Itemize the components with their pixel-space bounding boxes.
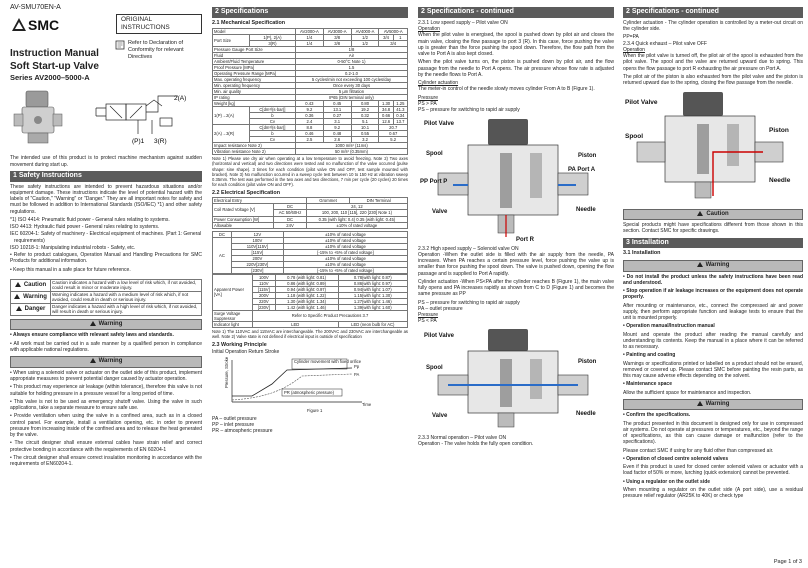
normal-operation-text: Operation - The valve holds the fully open condition. [418, 441, 534, 447]
install-warning: • Painting and coating [623, 352, 676, 359]
pressure-relation: PS > PA [418, 100, 437, 107]
svg-text:Spool: Spool [426, 151, 443, 158]
port-1p-label: (P)1 [132, 138, 145, 145]
cylinder-actuation-text-2: Cylinder actuation - The cylinder operation is controlled by a meter-out circuit on the cylinder side. [623, 19, 803, 32]
install-warning: After mounting or maintenance, etc., connect the compressed air and power supply, then perform appropriate function and leakage tests to ensure that the unit is mounted properly. [623, 302, 803, 322]
apparent-power-table: Apparent Power [VA] 100V 0.78 (with light: 0.81) 0.78(with light: 0.87) 110V 0.86 (with light: 0.89) 0.86(with light: 0.97) [115V] 0.94 (with light: 0.97) 0.94(with light: 1.07) 200V 1.18 (with light: 1.22) 1.15(with light: 1.30) 220V 1.30 (with light: 1.34) 1.27(with light: 1.46) [230V] 1.42 (with light: 1.46) 1.39(with light: 1.60) Surge Voltage Suppressor Refer to Specific Product Precautions 3.7 Indicator light LED LED (neon bulb for AC) [212, 274, 408, 328]
original-instructions-box: ORIGINAL INSTRUCTIONS [116, 14, 202, 34]
install-warning: • Do not install the product unless the safety instructions have been read and understood. [623, 273, 803, 286]
section-specifications: 2 Specifications [212, 7, 408, 18]
legend-pp: PP – inlet pressure [212, 422, 255, 429]
warning-triangle-icon [14, 294, 20, 299]
install-warning: • Maintenance space [623, 381, 672, 388]
standard-iso4413: ISO 4413: Hydraulic fluid power - General rules relating to systems. [10, 224, 160, 231]
declaration-reference: Refer to Declaration of Conformity for relevant Directives [128, 40, 200, 61]
safety-intro: These safety instructions are intended to prevent hazardous situations and/or equipment damage. These instructions indicate the level of potential hazard with the labels of "Caution," "Warning" or "Danger." They are all important notes for safety and must be followed in addition to International Standards (ISO/IEC) *1) and other safety regulations. [10, 183, 202, 215]
port-2a-label: 2(A) [174, 95, 187, 102]
normal-operation-heading: 2.3.3 Normal operation – Pilot valve ON [418, 434, 507, 441]
svg-text:PP Port P: PP Port P [420, 179, 448, 186]
high-speed-operation: Operation -When the outlet side is filled with the air supply from the needle, PA increases. When PA reaches a certain pressure level, force pushing the valve up is smaller than force pushing the spool down. The valve is pushed down, opening the flow passage and is supplied to Port A rapidly. [418, 251, 614, 277]
valve-cross-section-1 [418, 113, 614, 243]
intended-use: The intended use of this product is to protect machine mechanism against sudden movement during start up. [10, 155, 202, 168]
special-products-note: Special products might have specifications different from those shown in this section. Contact SMC for specific drawings. [623, 222, 803, 235]
caution-bar: Caution [623, 209, 803, 221]
low-speed-operation-1: When the pilot valve is energised, the spool is pushed down by pilot air and closes the main valve, closing the flow passage to port 3 (R). In this case, force pushing the valve up is greater than the force pushing the spool down. Therefore, the flow path from the valve to Port A is also kept closed. [418, 32, 614, 57]
svg-text:Pressure, Stroke: Pressure, Stroke [224, 356, 229, 388]
high-speed-cylinder-actuation: Cylinder actuation -When PS<PA after the cylinder reaches B (Figure 1), the main valve fully opens and PA increases rapidly as shown from C to D (Figure 1) and becomes the same pressure as PP [418, 278, 614, 298]
comply-laws: • Always ensure compliance with relevant safety laws and standards. [10, 332, 174, 339]
svg-text:Pilot Valve: Pilot Valve [625, 99, 658, 107]
installation-subheading: 3.1 Installation [623, 250, 661, 257]
spec-warning: • Operation of closed centre solenoid valves [623, 455, 729, 462]
warning-bar-3: Warning [623, 260, 803, 272]
series-label: Series AV2000–5000-A [10, 72, 90, 82]
mechanical-spec-heading: 2.1 Mechanical Specification [212, 19, 286, 26]
warning-item: • This product may experience air leakage (within tolerance), therefore this valve is not suitable for holding pressure in a pressure vessel for a long period of time. [10, 384, 202, 397]
pneumatic-symbol [88, 90, 198, 148]
install-warning: • Stop operation if air leakage increases or the equipment does not operate properly. [623, 288, 803, 301]
signal-word-table: Caution Caution indicates a hazard with a low level of risk which, if not avoided, could result in minor or moderate injury. Warning Warning indicates a hazard with a medium level of risk which, if not avoided, could result in death or serious injury. Danger Danger indicates a hazard with a high level of risk which, if not avoided, will result in death or serious injury. [10, 279, 202, 316]
svg-text:Needle: Needle [769, 177, 791, 185]
svg-text:Time: Time [362, 401, 372, 407]
svg-text:Pp: Pp [354, 363, 360, 369]
operation-label-2: Operation [623, 46, 645, 53]
column-2 [212, 4, 408, 564]
spec-warning: When mounting a regulator on the outlet side (A port side), use a residual pressure relief regulator (AR25K to 40K) or check type [623, 486, 803, 500]
standard-iec60204: IEC 60204-1: Safety of machinery - Electrical equipment of machines. (Part 1: General requirements) [10, 231, 202, 244]
working-principle-figure [212, 356, 408, 414]
warning-bar-2: Warning [10, 356, 202, 368]
spec-warning: • Confirm the specifications. [623, 412, 691, 419]
svg-text:Port R: Port R [516, 237, 534, 244]
warning-icon [90, 321, 96, 326]
svg-text:Piston: Piston [578, 358, 597, 365]
electrical-notes: Note 1) The 110VAC and 115VAC are interchangeable. The 200VAC and 230VAC are interchangeable as well. Note 2) Valve state is not defined if electrical input is outside of specification [212, 329, 408, 340]
warning-icon [90, 358, 96, 363]
column-3 [418, 4, 614, 564]
operation-label: Operation [418, 26, 440, 32]
pressure-equality: PP=PA [623, 34, 639, 41]
pressure-relation-2: PS < PA [418, 318, 437, 325]
svg-text:PA: PA [354, 371, 360, 377]
valve-cross-section-2 [418, 325, 614, 433]
pressure-label-2: Pressure [418, 312, 439, 318]
svg-text:PA Port A: PA Port A [568, 167, 596, 174]
svg-text:Pilot Valve: Pilot Valve [424, 332, 455, 339]
spec-warning: • Using a regulator on the outlet side [623, 478, 711, 485]
warning-item: • Provide ventilation when using the valve in a confined area, such as in a closed control panel. For example, install a ventilation opening, etc. in order to prevent pressure from increasing inside of the confined area and to release the heat generated by the valve. [10, 413, 202, 439]
qualified-person: • All work must be carried out in a safe manner by a qualified person in compliance with applicable national regulations. [10, 340, 202, 353]
svg-text:SMC: SMC [28, 16, 60, 33]
pa-definition: PA – outlet pressure [418, 305, 463, 312]
refer-catalogues: • Refer to product catalogues, Operation Manual and Handling Precautions for SMC Products for additional information. [10, 252, 202, 265]
mechanical-notes: Note 1) Please use dry air when operating at a low temperature to avoid freezing. Note 2) Two axes (horizontal and vertical) and two directions were tested and no malfunction of the valve occurred (pulse shape: sine shape). 3 times for each condition (pilot valve ON and OFF, test sample mounted with bracket). Note 3) No malfunction occurred in a sweep cycle test between 10 to 150 Hz at vibration sweep 0.35mm. The test was performed in the two axes and two directions, 7 min per cycle (20 cycles) 20 times for each condition (pilot valve ON and OFF). [212, 156, 408, 188]
mechanical-spec-table: Model AV2000-A AV3000-A AV4000-A AV5000-A Port Size 1(P), 2(A) 1/4 3/8 1/2 3/4 1 3(R) 1/4 3/8 1/2 3/4 Pressure Gauge Port Size 1/8 Fluid Air Ambient/Fluid Temperature 0-50°C Note 1) Proof Pressure [MPa] 1.5 Operating Pressure Range [MPa] 0.2-1.0 Max. operating frequency 5 cycles/min not exceeding 100 cycles/day Min. operating frequency Once every 30 days Min. air quality 5 µm filtration IP rating IP65 (DIN terminal only) Weight [kg] 0.43 0.45 0.80 1.30 1.25 1(P)→2(A) C[dm³/(s·bar)] 9.2 13.1 19.2 34.8 41.3 b 0.36 0.27 0.32 0.66 0.34 Cv 2.4 3.1 5.1 12.6 13.7 2(A)→3(R) C[dm³/(s·bar)] 8.8 9.2 10.1 20.7 b 0.46 0.48 0.55 0.67 Cv 2.5 2.6 3.2 5.2 Impact resistance Note 2) 1000 m/s² (11ms) Vibration resistance Note 2) 50 m/s² (0.35mm) [212, 28, 408, 156]
danger-triangle-icon [16, 306, 22, 311]
svg-text:Cylinder movement with fixed o: Cylinder movement with fixed orifice [294, 358, 362, 364]
keep-manual: • Keep this manual in a safe place for future reference. [10, 266, 131, 273]
svg-text:Pilot Valve: Pilot Valve [424, 121, 455, 128]
section-installation: 3 Installation [623, 238, 803, 249]
warning-item: • The circuit designer shall ensure correct insulation monitoring in accordance with the requirements of EN60204-1. [10, 454, 202, 468]
spec-warning: Please contact SMC if using for any fluid other than compressed air. [623, 447, 774, 454]
legend-pa: PA – outlet pressure [212, 415, 257, 422]
standard-iso4414: *1) ISO 4414: Pneumatic fluid power - General rules relating to systems. [10, 216, 170, 223]
low-speed-supply-heading: 2.3.1 Low speed supply – Pilot valve ON [418, 19, 508, 26]
warning-bar-4: Warning [623, 399, 803, 411]
install-warning: Allow the sufficient space for maintenance and inspection. [623, 389, 752, 396]
quick-exhaust-text-1: When the pilot valve is turned off, the pilot air of the spool is exhausted from the pilot valve. The spool and the valve are returned upward due to spring. This opens the flow passage to port R exhausting the air pressure on Port A. [623, 53, 803, 72]
pressure-definition: PS – pressure for switching to rapid air supply [418, 107, 520, 113]
quick-exhaust-text-2: The pilot air of the piston is also exhausted from the pilot valve and the piston is returned upward due to the spring, closing the flow passage from the needle. [623, 73, 803, 86]
warning-icon [697, 401, 703, 406]
install-warning: • Operation manual/Instruction manual [623, 323, 715, 330]
svg-text:Valve: Valve [432, 412, 448, 419]
svg-text:Spool: Spool [426, 364, 443, 371]
port-3r-label: 3(R) [154, 138, 167, 145]
quick-exhaust-heading: 2.3.4 Quick exhaust – Pilot valve OFF [623, 40, 707, 47]
column-1 [10, 4, 202, 564]
high-speed-supply-heading: 2.3.2 High speed supply – Solenoid valve ON [418, 245, 519, 252]
warning-item: • This valve is not to be used as emergency shutoff valve. Using the valve in such applications, take a separate measure to ensure safe use. [10, 398, 202, 412]
warning-icon [697, 262, 703, 267]
caution-icon [697, 211, 703, 216]
valve-cross-section-3 [623, 88, 803, 203]
section-safety-instructions: 1 Safety Instructions [10, 171, 202, 182]
spec-warning: The product presented in this document is designed only for use in compressed air systems. Do not operate at pressures or temperatures, etc., beyond the range of specifications, as this can cause damage or malfunction (refer to the specifications). [623, 420, 803, 446]
svg-text:Valve: Valve [432, 209, 448, 216]
ce-book-icon [115, 40, 125, 50]
manual-title: Instruction Manual Soft Start-up Valve [10, 47, 99, 72]
electrical-spec-heading: 2.2 Electrical Specification [212, 189, 281, 196]
warning-item: • When using a solenoid valve or actuator on the outlet side of this product, implement appropriate measures to prevent potential danger caused by actuator operation. [10, 369, 202, 383]
install-warning: Warnings or specifications printed or labelled on a product should not be erased, removed or covered up. Please contact SMC before painting the resin parts, as this may cause adverse effects depending on the solvent. [623, 360, 803, 380]
svg-text:Needle: Needle [576, 410, 596, 417]
working-principle-heading: 2.3 Working Principle [212, 341, 267, 348]
column-4 [623, 4, 803, 564]
ps-definition: PS – pressure for switching to rapid air supply [418, 299, 520, 306]
svg-text:Piston: Piston [769, 127, 789, 135]
page-number: Page 1 of 3 [773, 559, 802, 566]
svg-text:Spool: Spool [625, 133, 644, 141]
spec-warning: Even if this product is used for closed center solenoid valves or actuator with a load factor of 50% or more, lurching (quick extension) cannot be prevented. [623, 464, 803, 477]
section-specifications-continued: 2 Specifications - continued [418, 7, 614, 18]
warning-item: • The circuit designer shall ensure external cables have strain relief and correct protective bonding in accordance with the requirements of EN 60204-1 [10, 440, 202, 453]
legend-pr: PR – atmospheric pressure [212, 428, 273, 435]
document-number: AV-SMU70EN-A [10, 4, 61, 11]
svg-text:Piston: Piston [578, 153, 597, 160]
section-specifications-continued-2: 2 Specifications - continued [623, 7, 803, 18]
cylinder-actuation-label: Cylinder actuation [418, 80, 459, 86]
cylinder-actuation-text: The meter-in control of the needle slowly moves cylinder From A to B (Figure 1). [418, 86, 595, 93]
standard-iso10218: ISO 10218-1: Manipulating industrial robots - Safety, etc. [10, 244, 136, 251]
caution-triangle-icon [15, 282, 21, 287]
working-principle-subheading: Initial Operation Return Stroke [212, 349, 280, 356]
install-warning: Mount and operate the product after reading the manual carefully and understanding its contents. Keep the manual in a place where it can be referred to as necessary. [623, 331, 803, 351]
low-speed-operation-2: When the pilot valve turns on, the piston is pushed down by pilot air, and the flow passage from the needle to Port A opens. The air pressure whose flow rate is adjusted by the needle flows to Port A. [418, 59, 614, 78]
warning-bar-1: Warning [10, 319, 202, 331]
svg-text:Figure 1: Figure 1 [307, 407, 323, 413]
electrical-spec-table: Electrical Entry Grommet DIN Terminal Coil Rated Voltage [V] DC 24, 12 AC 50/60Hz 100, 200, 110 [115], 220 [230] Note 1) Power Consumption [W] DC 0.35 (with light: 0.4) 0.35 (with light: 0.45) Allowable 24V ±10% of rated voltage [212, 197, 408, 228]
svg-text:Needle: Needle [576, 207, 596, 214]
product-photo [12, 87, 70, 147]
pressure-label: Pressure [418, 94, 439, 101]
smc-logo-icon [10, 16, 62, 33]
svg-text:PR (atmospheric pressure): PR (atmospheric pressure) [284, 389, 335, 395]
voltage-table: DC 12V ±10% of rated voltage AC 100V ±10% of rated voltage 110V[115V] ±10% of rated voltage [115V] [-15% to +5% of rated voltage] 200V ±10% of rated voltage 220V[230V] ±10% of rated voltage [230V] [-15% to +5% of rated voltage] [212, 231, 408, 274]
